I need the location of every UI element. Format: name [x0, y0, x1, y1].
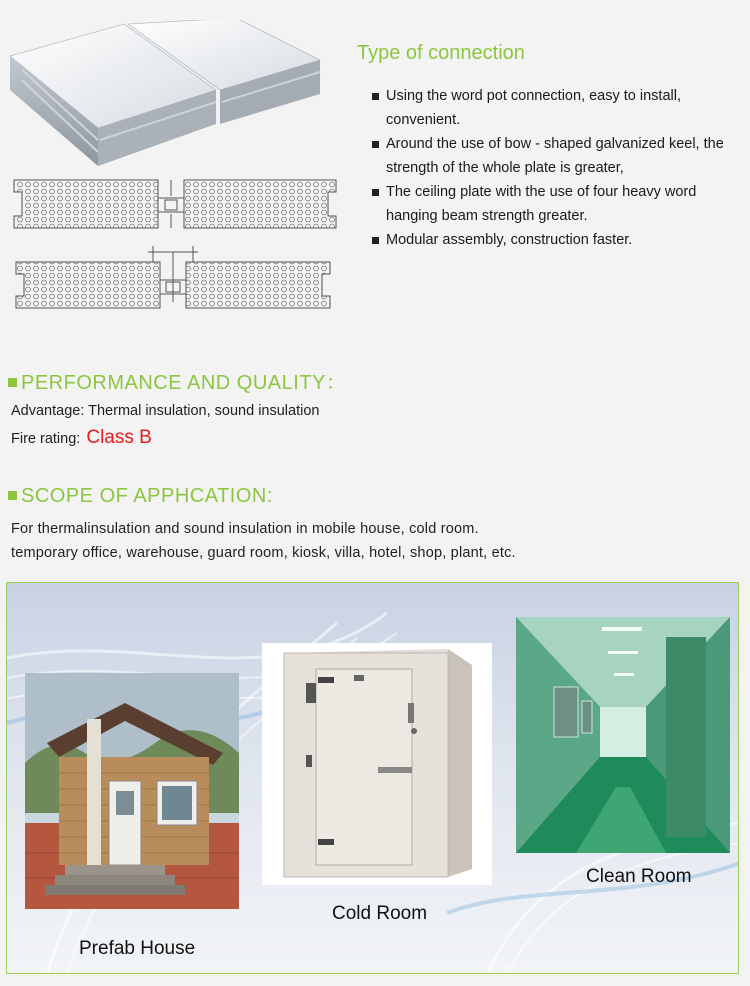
cross-section-1 [14, 180, 336, 228]
applications-banner [6, 582, 739, 974]
connection-item: The ceiling plate with the use of four heavy word hanging beam strength greater. [372, 180, 742, 228]
connection-item: Modular assembly, construction faster. [372, 228, 742, 252]
cross-section-2 [16, 246, 330, 308]
connection-item: Around the use of bow - shaped galvanized keel, the strength of the whole plate is greater, [372, 132, 742, 180]
clean-room-caption: Clean Room [586, 866, 692, 887]
square-bullet-icon [8, 378, 17, 387]
scope-heading-text: SCOPE OF APPHCATION: [21, 485, 273, 507]
clean-room-photo [516, 617, 730, 853]
cold-room-photo [262, 643, 492, 885]
sandwich-panel-illustration [8, 20, 343, 320]
connection-list [372, 84, 742, 252]
scope-heading [8, 485, 273, 508]
fire-rating-label: Fire rating: [11, 431, 81, 447]
prefab-house-photo [25, 673, 239, 909]
cold-room-caption: Cold Room [332, 903, 428, 924]
square-bullet-icon [8, 491, 17, 500]
prefab-house-caption: Prefab House [79, 938, 196, 959]
performance-heading-text: PERFORMANCE AND QUALITY： [21, 372, 347, 394]
scope-text-line: temporary office, warehouse, guard room, kiosk, villa, hotel, shop, plant, etc. [11, 545, 516, 561]
fire-rating-value: Class B [86, 427, 152, 448]
panel-3d-view [10, 20, 320, 166]
fire-rating [11, 427, 152, 449]
advantage-text: Advantage: Thermal insulation, sound insulation [11, 403, 320, 419]
performance-heading [8, 366, 346, 395]
connection-title: Type of connection [357, 42, 525, 64]
connection-item: Using the word pot connection, easy to install, convenient. [372, 84, 742, 132]
scope-text-line: For thermalinsulation and sound insulation in mobile house, cold room. [11, 521, 479, 537]
